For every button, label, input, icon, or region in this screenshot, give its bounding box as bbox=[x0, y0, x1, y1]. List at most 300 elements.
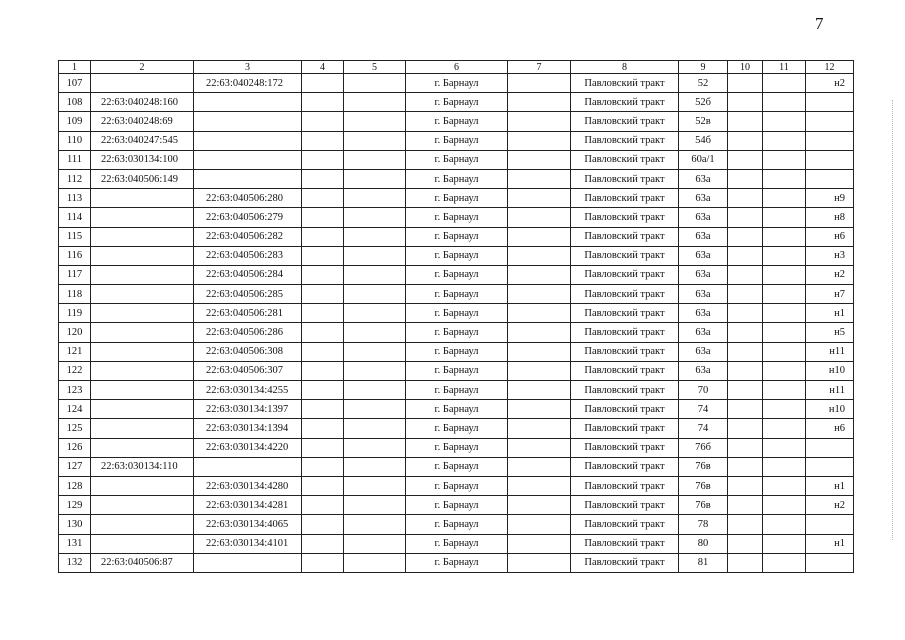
table-cell bbox=[728, 304, 763, 323]
table-cell: Павловский тракт bbox=[571, 419, 679, 438]
table-cell: г. Барнаул bbox=[406, 227, 508, 246]
table-row bbox=[59, 304, 854, 323]
table-cell bbox=[302, 265, 344, 284]
table-cell bbox=[91, 438, 194, 457]
table-cell: 22:63:040506:282 bbox=[194, 227, 302, 246]
table-cell bbox=[763, 189, 806, 208]
table-row bbox=[59, 189, 854, 208]
table-cell bbox=[91, 74, 194, 93]
table-row bbox=[59, 112, 854, 131]
table-cell bbox=[302, 381, 344, 400]
table-cell: г. Барнаул bbox=[406, 342, 508, 361]
table-cell bbox=[728, 400, 763, 419]
table-cell bbox=[508, 400, 571, 419]
table-cell: г. Барнаул bbox=[406, 189, 508, 208]
table-cell: г. Барнаул bbox=[406, 246, 508, 265]
table-cell bbox=[344, 150, 406, 169]
table-cell bbox=[508, 438, 571, 457]
table-cell bbox=[91, 227, 194, 246]
table-cell: Павловский тракт bbox=[571, 246, 679, 265]
table-cell bbox=[91, 419, 194, 438]
table-cell: н8 bbox=[806, 208, 854, 227]
table-cell: 76в bbox=[679, 476, 728, 495]
table-cell: Павловский тракт bbox=[571, 400, 679, 419]
table-cell: н6 bbox=[806, 419, 854, 438]
table-cell: Павловский тракт bbox=[571, 265, 679, 284]
table-cell bbox=[91, 246, 194, 265]
table-cell: н1 bbox=[806, 476, 854, 495]
table-cell bbox=[194, 169, 302, 188]
table-cell bbox=[91, 189, 194, 208]
table-cell bbox=[302, 227, 344, 246]
table-cell bbox=[91, 381, 194, 400]
table-row bbox=[59, 150, 854, 169]
table-cell bbox=[344, 515, 406, 534]
table-cell: Павловский тракт bbox=[571, 342, 679, 361]
table-cell: г. Барнаул bbox=[406, 112, 508, 131]
table-cell: 60а/1 bbox=[679, 150, 728, 169]
table-cell bbox=[344, 496, 406, 515]
table-cell: 22:63:040506:87 bbox=[91, 553, 194, 572]
table-cell bbox=[806, 515, 854, 534]
table-cell: 63а bbox=[679, 361, 728, 380]
table-cell: 22:63:040506:280 bbox=[194, 189, 302, 208]
table-cell bbox=[344, 304, 406, 323]
table-cell: 76в bbox=[679, 457, 728, 476]
table-cell bbox=[806, 150, 854, 169]
table-cell bbox=[508, 189, 571, 208]
table-cell: Павловский тракт bbox=[571, 323, 679, 342]
table-cell: 22:63:030134:4220 bbox=[194, 438, 302, 457]
table-cell: г. Барнаул bbox=[406, 93, 508, 112]
table-cell: 109 bbox=[59, 112, 91, 131]
table-cell: н1 bbox=[806, 534, 854, 553]
table-cell: Павловский тракт bbox=[571, 93, 679, 112]
table-cell bbox=[728, 342, 763, 361]
table-cell: 78 bbox=[679, 515, 728, 534]
table-cell bbox=[763, 553, 806, 572]
table-cell bbox=[344, 534, 406, 553]
table-cell bbox=[508, 93, 571, 112]
table-cell bbox=[763, 246, 806, 265]
table-cell bbox=[763, 323, 806, 342]
table-cell: 22:63:040506:307 bbox=[194, 361, 302, 380]
table-cell bbox=[344, 323, 406, 342]
table-cell bbox=[728, 189, 763, 208]
table-cell bbox=[508, 515, 571, 534]
table-cell bbox=[763, 419, 806, 438]
table-cell bbox=[91, 400, 194, 419]
table-cell bbox=[91, 323, 194, 342]
table-cell bbox=[344, 438, 406, 457]
table-cell: 63а bbox=[679, 189, 728, 208]
table-cell bbox=[763, 93, 806, 112]
table-cell: 63а bbox=[679, 227, 728, 246]
table-cell: 22:63:040506:149 bbox=[91, 169, 194, 188]
table-cell bbox=[763, 361, 806, 380]
table-cell: г. Барнаул bbox=[406, 208, 508, 227]
table-cell bbox=[91, 342, 194, 361]
table-cell bbox=[508, 476, 571, 495]
table-row bbox=[59, 381, 854, 400]
table-cell: н2 bbox=[806, 496, 854, 515]
table-cell: 114 bbox=[59, 208, 91, 227]
table-cell bbox=[344, 246, 406, 265]
table-cell bbox=[302, 112, 344, 131]
table-cell bbox=[302, 515, 344, 534]
table-cell bbox=[763, 208, 806, 227]
table-cell bbox=[806, 93, 854, 112]
table-cell bbox=[728, 246, 763, 265]
table-cell bbox=[508, 285, 571, 304]
table-cell: г. Барнаул bbox=[406, 553, 508, 572]
table-cell bbox=[508, 534, 571, 553]
table-cell bbox=[763, 112, 806, 131]
table-cell: 22:63:030134:1394 bbox=[194, 419, 302, 438]
table-cell bbox=[728, 74, 763, 93]
table-cell: 22:63:040506:284 bbox=[194, 265, 302, 284]
table-cell bbox=[763, 131, 806, 150]
table-cell bbox=[806, 457, 854, 476]
table-cell: Павловский тракт bbox=[571, 553, 679, 572]
table-cell bbox=[302, 323, 344, 342]
column-header: 7 bbox=[508, 61, 571, 74]
table-row bbox=[59, 93, 854, 112]
table-cell: 125 bbox=[59, 419, 91, 438]
table-cell: 22:63:040248:172 bbox=[194, 74, 302, 93]
table-cell: г. Барнаул bbox=[406, 534, 508, 553]
table-cell: н11 bbox=[806, 342, 854, 361]
table-cell: Павловский тракт bbox=[571, 169, 679, 188]
table-cell bbox=[91, 265, 194, 284]
table-cell bbox=[508, 304, 571, 323]
table-cell bbox=[806, 553, 854, 572]
table-cell: 131 bbox=[59, 534, 91, 553]
table-cell: 63а bbox=[679, 208, 728, 227]
table-cell bbox=[763, 265, 806, 284]
table-cell: 119 bbox=[59, 304, 91, 323]
table-cell: 74 bbox=[679, 419, 728, 438]
table-cell: г. Барнаул bbox=[406, 400, 508, 419]
table-cell bbox=[302, 553, 344, 572]
table-cell: 76б bbox=[679, 438, 728, 457]
table-cell bbox=[302, 457, 344, 476]
table-cell: 22:63:040248:160 bbox=[91, 93, 194, 112]
table-cell bbox=[302, 189, 344, 208]
table-cell bbox=[194, 150, 302, 169]
table-cell: 22:63:040506:286 bbox=[194, 323, 302, 342]
table-cell: Павловский тракт bbox=[571, 74, 679, 93]
table-cell bbox=[91, 361, 194, 380]
table-cell bbox=[302, 419, 344, 438]
table-cell: г. Барнаул bbox=[406, 74, 508, 93]
table-row bbox=[59, 553, 854, 572]
table-row bbox=[59, 496, 854, 515]
table-cell: 128 bbox=[59, 476, 91, 495]
table-cell bbox=[763, 227, 806, 246]
table-cell bbox=[302, 74, 344, 93]
table-cell bbox=[344, 381, 406, 400]
table-cell bbox=[344, 400, 406, 419]
table-cell: Павловский тракт bbox=[571, 534, 679, 553]
table-cell: 22:63:030134:1397 bbox=[194, 400, 302, 419]
table-cell: Павловский тракт bbox=[571, 438, 679, 457]
table-cell: г. Барнаул bbox=[406, 285, 508, 304]
table-cell bbox=[91, 534, 194, 553]
table-cell bbox=[302, 208, 344, 227]
column-header: 5 bbox=[344, 61, 406, 74]
table-row bbox=[59, 265, 854, 284]
table-cell bbox=[344, 93, 406, 112]
table-cell bbox=[91, 208, 194, 227]
table-cell: г. Барнаул bbox=[406, 131, 508, 150]
table-cell: 122 bbox=[59, 361, 91, 380]
table-header-row bbox=[59, 61, 854, 74]
table-cell: н5 bbox=[806, 323, 854, 342]
table-cell bbox=[302, 361, 344, 380]
table-cell bbox=[728, 438, 763, 457]
table-cell bbox=[763, 496, 806, 515]
table-cell bbox=[302, 285, 344, 304]
table-cell: н7 bbox=[806, 285, 854, 304]
table-cell bbox=[763, 304, 806, 323]
table-cell: г. Барнаул bbox=[406, 323, 508, 342]
table-cell bbox=[763, 342, 806, 361]
table-cell: 127 bbox=[59, 457, 91, 476]
table-cell bbox=[508, 246, 571, 265]
column-header: 8 bbox=[571, 61, 679, 74]
table-cell bbox=[763, 457, 806, 476]
table-cell: Павловский тракт bbox=[571, 150, 679, 169]
table-cell: 129 bbox=[59, 496, 91, 515]
table-cell: 80 bbox=[679, 534, 728, 553]
table-cell: г. Барнаул bbox=[406, 438, 508, 457]
table-cell bbox=[344, 131, 406, 150]
table-cell: Павловский тракт bbox=[571, 304, 679, 323]
table-cell bbox=[91, 496, 194, 515]
table-cell bbox=[344, 265, 406, 284]
table-row bbox=[59, 534, 854, 553]
table-row bbox=[59, 342, 854, 361]
table-cell bbox=[194, 131, 302, 150]
table-row bbox=[59, 476, 854, 495]
table-cell bbox=[194, 112, 302, 131]
scan-edge-marks bbox=[892, 100, 895, 540]
table-cell bbox=[302, 342, 344, 361]
table-cell bbox=[508, 169, 571, 188]
column-header: 6 bbox=[406, 61, 508, 74]
table-cell: г. Барнаул bbox=[406, 419, 508, 438]
table-cell bbox=[728, 534, 763, 553]
table-cell: 22:63:030134:4101 bbox=[194, 534, 302, 553]
table-cell: 63а bbox=[679, 246, 728, 265]
table-cell bbox=[728, 419, 763, 438]
table-cell bbox=[806, 112, 854, 131]
table-row bbox=[59, 208, 854, 227]
table-cell bbox=[728, 227, 763, 246]
table-cell bbox=[302, 169, 344, 188]
table-cell: 74 bbox=[679, 400, 728, 419]
table-cell bbox=[194, 93, 302, 112]
table-row bbox=[59, 131, 854, 150]
table-row bbox=[59, 227, 854, 246]
table-cell bbox=[344, 457, 406, 476]
column-header: 11 bbox=[763, 61, 806, 74]
table-cell bbox=[91, 476, 194, 495]
table-cell: Павловский тракт bbox=[571, 189, 679, 208]
table-cell: н2 bbox=[806, 265, 854, 284]
table-cell bbox=[728, 150, 763, 169]
table-cell bbox=[728, 515, 763, 534]
table-cell bbox=[728, 169, 763, 188]
table-cell: Павловский тракт bbox=[571, 227, 679, 246]
table-cell bbox=[728, 381, 763, 400]
table-cell: Павловский тракт bbox=[571, 457, 679, 476]
table-cell: 63а bbox=[679, 285, 728, 304]
table-cell: 22:63:040506:283 bbox=[194, 246, 302, 265]
table-row bbox=[59, 285, 854, 304]
table-cell: 123 bbox=[59, 381, 91, 400]
table-cell bbox=[508, 112, 571, 131]
table-cell: 112 bbox=[59, 169, 91, 188]
table-cell: г. Барнаул bbox=[406, 515, 508, 534]
table-row bbox=[59, 419, 854, 438]
table-row bbox=[59, 515, 854, 534]
table-cell: 22:63:040506:285 bbox=[194, 285, 302, 304]
table-cell: 120 bbox=[59, 323, 91, 342]
column-header: 12 bbox=[806, 61, 854, 74]
table-cell: г. Барнаул bbox=[406, 304, 508, 323]
table-cell bbox=[728, 496, 763, 515]
table-cell bbox=[302, 476, 344, 495]
table-cell bbox=[302, 438, 344, 457]
table-cell bbox=[302, 131, 344, 150]
table-cell bbox=[806, 438, 854, 457]
table-cell bbox=[344, 189, 406, 208]
table-cell: 22:63:040248:69 bbox=[91, 112, 194, 131]
table-row bbox=[59, 400, 854, 419]
table-cell bbox=[728, 553, 763, 572]
table-cell: 22:63:040506:281 bbox=[194, 304, 302, 323]
table-cell bbox=[763, 400, 806, 419]
table-cell bbox=[302, 304, 344, 323]
table-cell bbox=[91, 304, 194, 323]
column-header: 9 bbox=[679, 61, 728, 74]
table-cell bbox=[508, 457, 571, 476]
table-cell bbox=[194, 457, 302, 476]
table-cell bbox=[728, 361, 763, 380]
table-cell: н2 bbox=[806, 74, 854, 93]
table-row bbox=[59, 361, 854, 380]
table-cell: Павловский тракт bbox=[571, 361, 679, 380]
table-cell bbox=[508, 227, 571, 246]
table-cell: 52в bbox=[679, 112, 728, 131]
page-number: 7 bbox=[815, 14, 824, 33]
table-cell: 63а bbox=[679, 342, 728, 361]
table-cell bbox=[728, 265, 763, 284]
table-row bbox=[59, 457, 854, 476]
table-cell bbox=[508, 553, 571, 572]
table-cell: г. Барнаул bbox=[406, 169, 508, 188]
table-cell: Павловский тракт bbox=[571, 515, 679, 534]
table-cell: 63а bbox=[679, 304, 728, 323]
table-cell bbox=[806, 169, 854, 188]
table-cell bbox=[763, 476, 806, 495]
table-cell: н10 bbox=[806, 361, 854, 380]
table-cell: 111 bbox=[59, 150, 91, 169]
table-cell bbox=[763, 285, 806, 304]
table-cell bbox=[806, 131, 854, 150]
table-cell bbox=[728, 131, 763, 150]
table-cell: н11 bbox=[806, 381, 854, 400]
table-cell bbox=[508, 342, 571, 361]
table-cell: Павловский тракт bbox=[571, 131, 679, 150]
address-table bbox=[58, 60, 854, 573]
table-cell bbox=[763, 74, 806, 93]
table-cell: 63а bbox=[679, 169, 728, 188]
table-cell bbox=[302, 93, 344, 112]
table-cell: 22:63:040247:545 bbox=[91, 131, 194, 150]
table-cell bbox=[728, 93, 763, 112]
table-cell bbox=[344, 476, 406, 495]
table-cell bbox=[302, 400, 344, 419]
table-cell: 22:63:030134:4280 bbox=[194, 476, 302, 495]
table-cell bbox=[728, 476, 763, 495]
table-cell: г. Барнаул bbox=[406, 265, 508, 284]
table-cell: 22:63:040506:279 bbox=[194, 208, 302, 227]
table-cell: 52б bbox=[679, 93, 728, 112]
table-cell: г. Барнаул bbox=[406, 150, 508, 169]
table-cell: Павловский тракт bbox=[571, 285, 679, 304]
table-cell: 113 bbox=[59, 189, 91, 208]
table-cell: н9 bbox=[806, 189, 854, 208]
table-row bbox=[59, 169, 854, 188]
table-cell bbox=[508, 381, 571, 400]
table-cell: 121 bbox=[59, 342, 91, 361]
table-cell bbox=[344, 74, 406, 93]
table-row bbox=[59, 74, 854, 93]
table-cell bbox=[763, 534, 806, 553]
table-cell: Павловский тракт bbox=[571, 112, 679, 131]
column-header: 1 bbox=[59, 61, 91, 74]
table-cell: 107 bbox=[59, 74, 91, 93]
table-cell bbox=[344, 169, 406, 188]
table-cell: 132 bbox=[59, 553, 91, 572]
table-cell: г. Барнаул bbox=[406, 381, 508, 400]
table-cell bbox=[344, 227, 406, 246]
column-header: 4 bbox=[302, 61, 344, 74]
table-cell: Павловский тракт bbox=[571, 381, 679, 400]
table-cell bbox=[763, 150, 806, 169]
table-cell bbox=[344, 342, 406, 361]
table-cell: 108 bbox=[59, 93, 91, 112]
table-cell bbox=[508, 74, 571, 93]
table-cell: г. Барнаул bbox=[406, 476, 508, 495]
table-cell: Павловский тракт bbox=[571, 496, 679, 515]
table-cell: 76в bbox=[679, 496, 728, 515]
table-cell: 22:63:030134:4255 bbox=[194, 381, 302, 400]
table-cell bbox=[91, 285, 194, 304]
column-header: 3 bbox=[194, 61, 302, 74]
table-cell: 116 bbox=[59, 246, 91, 265]
table-cell: Павловский тракт bbox=[571, 208, 679, 227]
table-cell bbox=[728, 457, 763, 476]
table-cell: 81 bbox=[679, 553, 728, 572]
table-cell: 70 bbox=[679, 381, 728, 400]
table-cell: н1 bbox=[806, 304, 854, 323]
table-cell: 22:63:040506:308 bbox=[194, 342, 302, 361]
table-cell bbox=[763, 438, 806, 457]
